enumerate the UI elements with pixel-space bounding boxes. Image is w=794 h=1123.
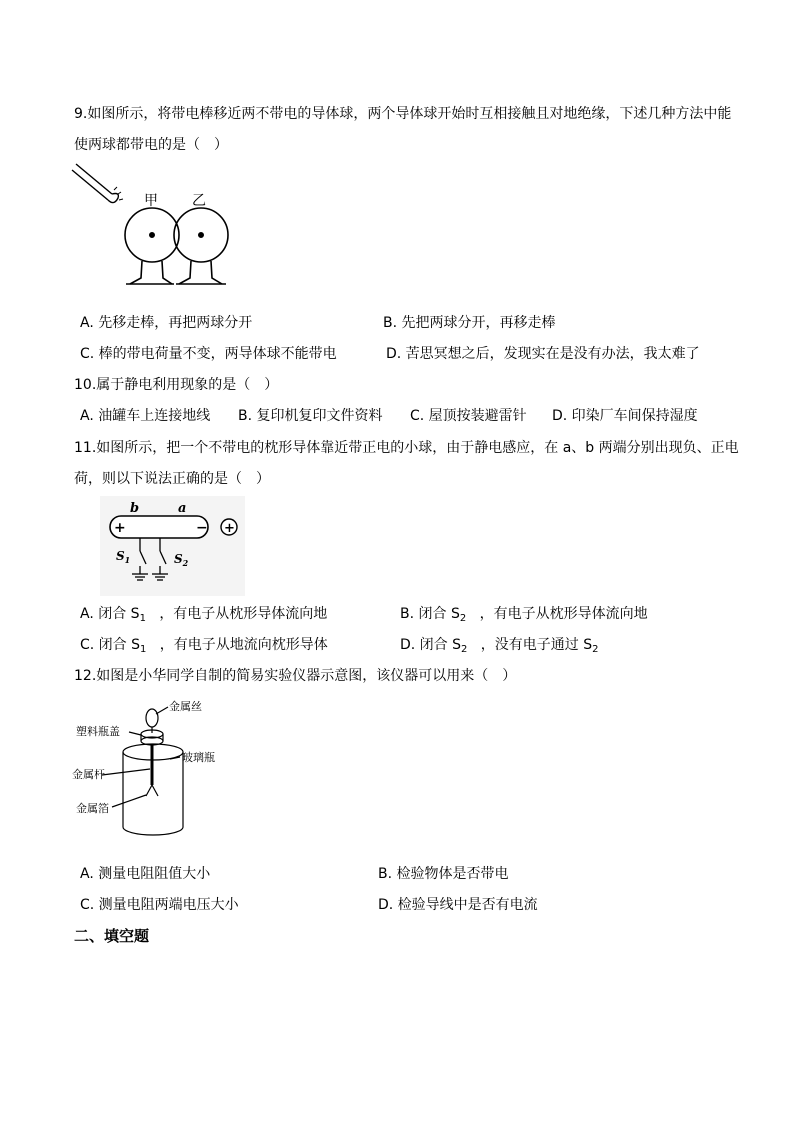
q12-option-c: C. 测量电阻两端电压大小 (80, 897, 239, 913)
label-cap: 塑料瓶盖 (76, 725, 120, 738)
label-jia: 甲 (144, 193, 158, 209)
charged-rod (72, 164, 123, 203)
label-a: a (178, 501, 187, 516)
q11-figure (100, 496, 245, 596)
plus-sign-b: + (114, 520, 126, 536)
sphere-yi (174, 208, 228, 284)
q9-stem-line1: 9.如图所示，将带电棒移近两不带电的导体球，两个导体球开始时互相接触且对地绝缘，下述几种方法中能 (74, 106, 732, 122)
label-bottle: 玻璃瓶 (182, 751, 215, 764)
q11-stem-line2: 荷，则以下说法正确的是（ ） (74, 471, 270, 487)
metal-foil (146, 785, 158, 796)
q9-option-d: D. 苦思冥想之后，发现实在是没有办法，我太难了 (386, 346, 700, 362)
q9-figure (68, 160, 258, 295)
q9-option-b: B. 先把两球分开，再移走棒 (383, 315, 556, 331)
sphere-jia (125, 208, 179, 284)
section-title: 二、填空题 (74, 927, 150, 945)
label-wire: 金属丝 (169, 700, 202, 713)
label-rod: 金属杆 (72, 768, 105, 781)
label-foil: 金属箔 (76, 802, 109, 815)
q12-option-a: A. 测量电阻阻值大小 (80, 866, 211, 882)
q11-option-b: B. 闭合 $S_2$ ，有电子从枕形导体流向地 (400, 606, 648, 624)
figure-background (100, 496, 245, 596)
label-s2: $S_2$ (174, 552, 189, 568)
q10-option-a: A. 油罐车上连接地线 (80, 408, 211, 424)
q9-option-c: C. 棒的带电荷量不变，两导体球不能带电 (80, 346, 337, 362)
label-yi: 乙 (192, 193, 206, 209)
q11-stem-line1: 11.如图所示，把一个不带电的枕形导体靠近带正电的小球，由于静电感应，在 a、b 两端分别出现负、正电 (74, 440, 739, 456)
q9-stem-line2: 使两球都带电的是（ ） (74, 137, 228, 153)
q10-stem: 10.属于静电利用现象的是（ ） (74, 377, 279, 393)
label-b: b (130, 501, 140, 516)
q12-option-d: D. 检验导线中是否有电流 (378, 897, 538, 913)
q10-option-c: C. 屋顶按装避雷针 (410, 408, 527, 424)
q12-option-b: B. 检验物体是否带电 (378, 866, 509, 882)
ball-plus-sign: + (224, 521, 235, 536)
label-s1: $S_1$ (116, 549, 131, 565)
minus-sign-a: − (196, 520, 208, 536)
q12-figure (72, 695, 262, 845)
q11-option-a: A. 闭合 $S_1$ ，有电子从枕形导体流向地 (80, 606, 328, 624)
q10-option-d: D. 印染厂车间保持湿度 (552, 408, 698, 424)
q11-option-d: D. 闭合 $S_2$ ，没有电子通过 $S_2$ (400, 637, 599, 655)
q11-option-c: C. 闭合 $S_1$ ，有电子从地流向枕形导体 (80, 637, 328, 655)
q9-option-a: A. 先移走棒，再把两球分开 (80, 315, 253, 331)
q12-stem: 12.如图是小华同学自制的简易实验仪器示意图，该仪器可以用来（ ） (74, 668, 517, 684)
q10-option-b: B. 复印机复印文件资料 (238, 408, 383, 424)
